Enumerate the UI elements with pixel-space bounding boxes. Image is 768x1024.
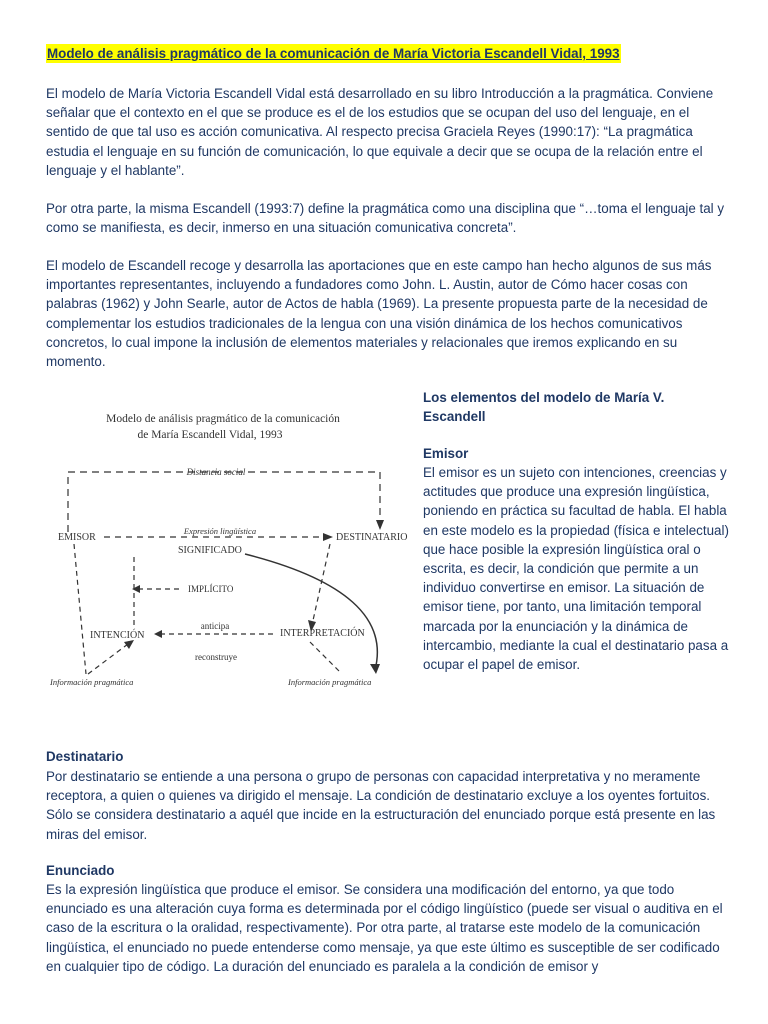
enunciado-heading: Enunciado [46, 863, 115, 878]
implicito-arrowhead [132, 585, 140, 593]
significado-node: SIGNIFICADO [178, 545, 242, 556]
communication-model-figure [40, 392, 410, 697]
intro-paragraph-2: Por otra parte, la misma Escandell (1993:7) define la pragmática como una disciplina que “…toma el lenguaje tal y como se manifiesta, es decir, inmerso en una situación comunicativa concreta”. [46, 201, 725, 236]
figure-title-line2: de María Escandell Vidal, 1993 [137, 429, 283, 441]
interpretacion-node: INTERPRETACIÓN [280, 628, 365, 639]
anticipa-arrowhead [154, 630, 162, 638]
intro-paragraph-3: El modelo de Escandell recoge y desarrolla las aportaciones que en este campo han hecho algunos de sus más importantes representantes, incluyendo a fundadores como John. L. Austin, autor de Cómo hacer cosas con palabras (1962) y John Searle, autor de Actos de habla (1969). La presente propuesta parte de la necesidad de complementar los estudios tradicionales de la lengua con una visión dinámica de los hechos comunicativos concretos, lo cual impone la inclusión de elementos materiales y relacionales que iremos explicando en su momento. [46, 258, 712, 370]
destinatario-node: DESTINATARIO [336, 532, 408, 543]
interpretacion-info-line [310, 642, 340, 672]
emisor-node: EMISOR [58, 532, 96, 543]
info-intencion-arrowhead [124, 640, 134, 649]
significado-curve [245, 554, 377, 670]
destinatario-text: Por destinatario se entiende a una persona o grupo de personas con capacidad interpretativa y no meramente receptora, a quien o quienes va dirigido el mensaje. La condición de destinatario excluye a los oyentes fortuitos. Sólo se considera destinatario a aquél que incide en la estructuración del enunciado porque está presente en las miras del emisor. [46, 769, 716, 842]
distancia-social-line [68, 472, 380, 532]
enunciado-text: Es la expresión lingüística que produce el emisor. Se considera una modificación del entorno, ya que todo enunciado es una alteración cuya forma es determinada por el código lingüístico (puede ser visual o auditiva en el caso de la escritura o la oralidad, respectivamente). Por otra parte, al tratarse este modelo de la comunicación lingüística, el enunciado no puede entenderse como mensaje, ya que este último es susceptible de ser codificado en cualquier tipo de código. La duración del enunciado es paralela a la condición de emisor y [46, 882, 723, 974]
anticipa-label: anticipa [200, 621, 230, 631]
figure-title-line1: Modelo de análisis pragmático de la comunicación [106, 413, 340, 425]
curve-arrowhead [370, 664, 380, 674]
destinatario-heading: Destinatario [46, 749, 124, 764]
elements-heading: Los elementos del modelo de María V. Escandell [423, 390, 665, 425]
distancia-social-label: Distancia social [186, 467, 246, 477]
emisor-info-line [74, 544, 86, 674]
intencion-node: INTENCIÓN [90, 630, 145, 641]
emisor-heading: Emisor [423, 446, 469, 461]
distancia-arrowhead [376, 520, 384, 530]
emisor-text: El emisor es un sujeto con intenciones, creencias y actitudes que produce una expresión lingüística, poniendo en práctica su facultad de habla. El habla en este modelo es la propiedad (física e intelectual) que hace posible la expresión lingüística oral o escrita, es decir, la condición que permite a un individuo convertirse en emisor. La situación de emisor tiene, por tanto, una limitación temporal marcada por la enunciación y la dinámica de intercambio, mediante la cual el destinatario pasa a ocupar el papel de emisor. [423, 465, 729, 673]
expresion-label: Expresión lingüística [183, 526, 257, 536]
implicito-label: IMPLÍCITO [188, 584, 234, 594]
info-pragmatica-left: Información pragmática [50, 677, 134, 687]
document-title: Modelo de análisis pragmático de la comunicación de María Victoria Escandell Vidal, 1993 [47, 46, 620, 61]
intro-paragraph-1: El modelo de María Victoria Escandell Vidal está desarrollado en su libro Introducción a la pragmática. Conviene señalar que el contexto en el que se produce es el de los estudios que se ocupan del uso del lenguaje, en el sentido de que tal uso es acción comunicativa. Al respecto precisa Graciela Reyes (1990:17): “La pragmática estudia el lenguaje en su función de comunicación, lo que equivale a decir que se ocupa de la relación entre el lenguaje y el hablante”. [46, 86, 714, 178]
info-intencion-line [88, 644, 128, 674]
reconstruye-label: reconstruye [195, 652, 237, 662]
info-pragmatica-right: Información pragmática [288, 677, 372, 687]
destinatario-arrowhead [323, 533, 333, 541]
